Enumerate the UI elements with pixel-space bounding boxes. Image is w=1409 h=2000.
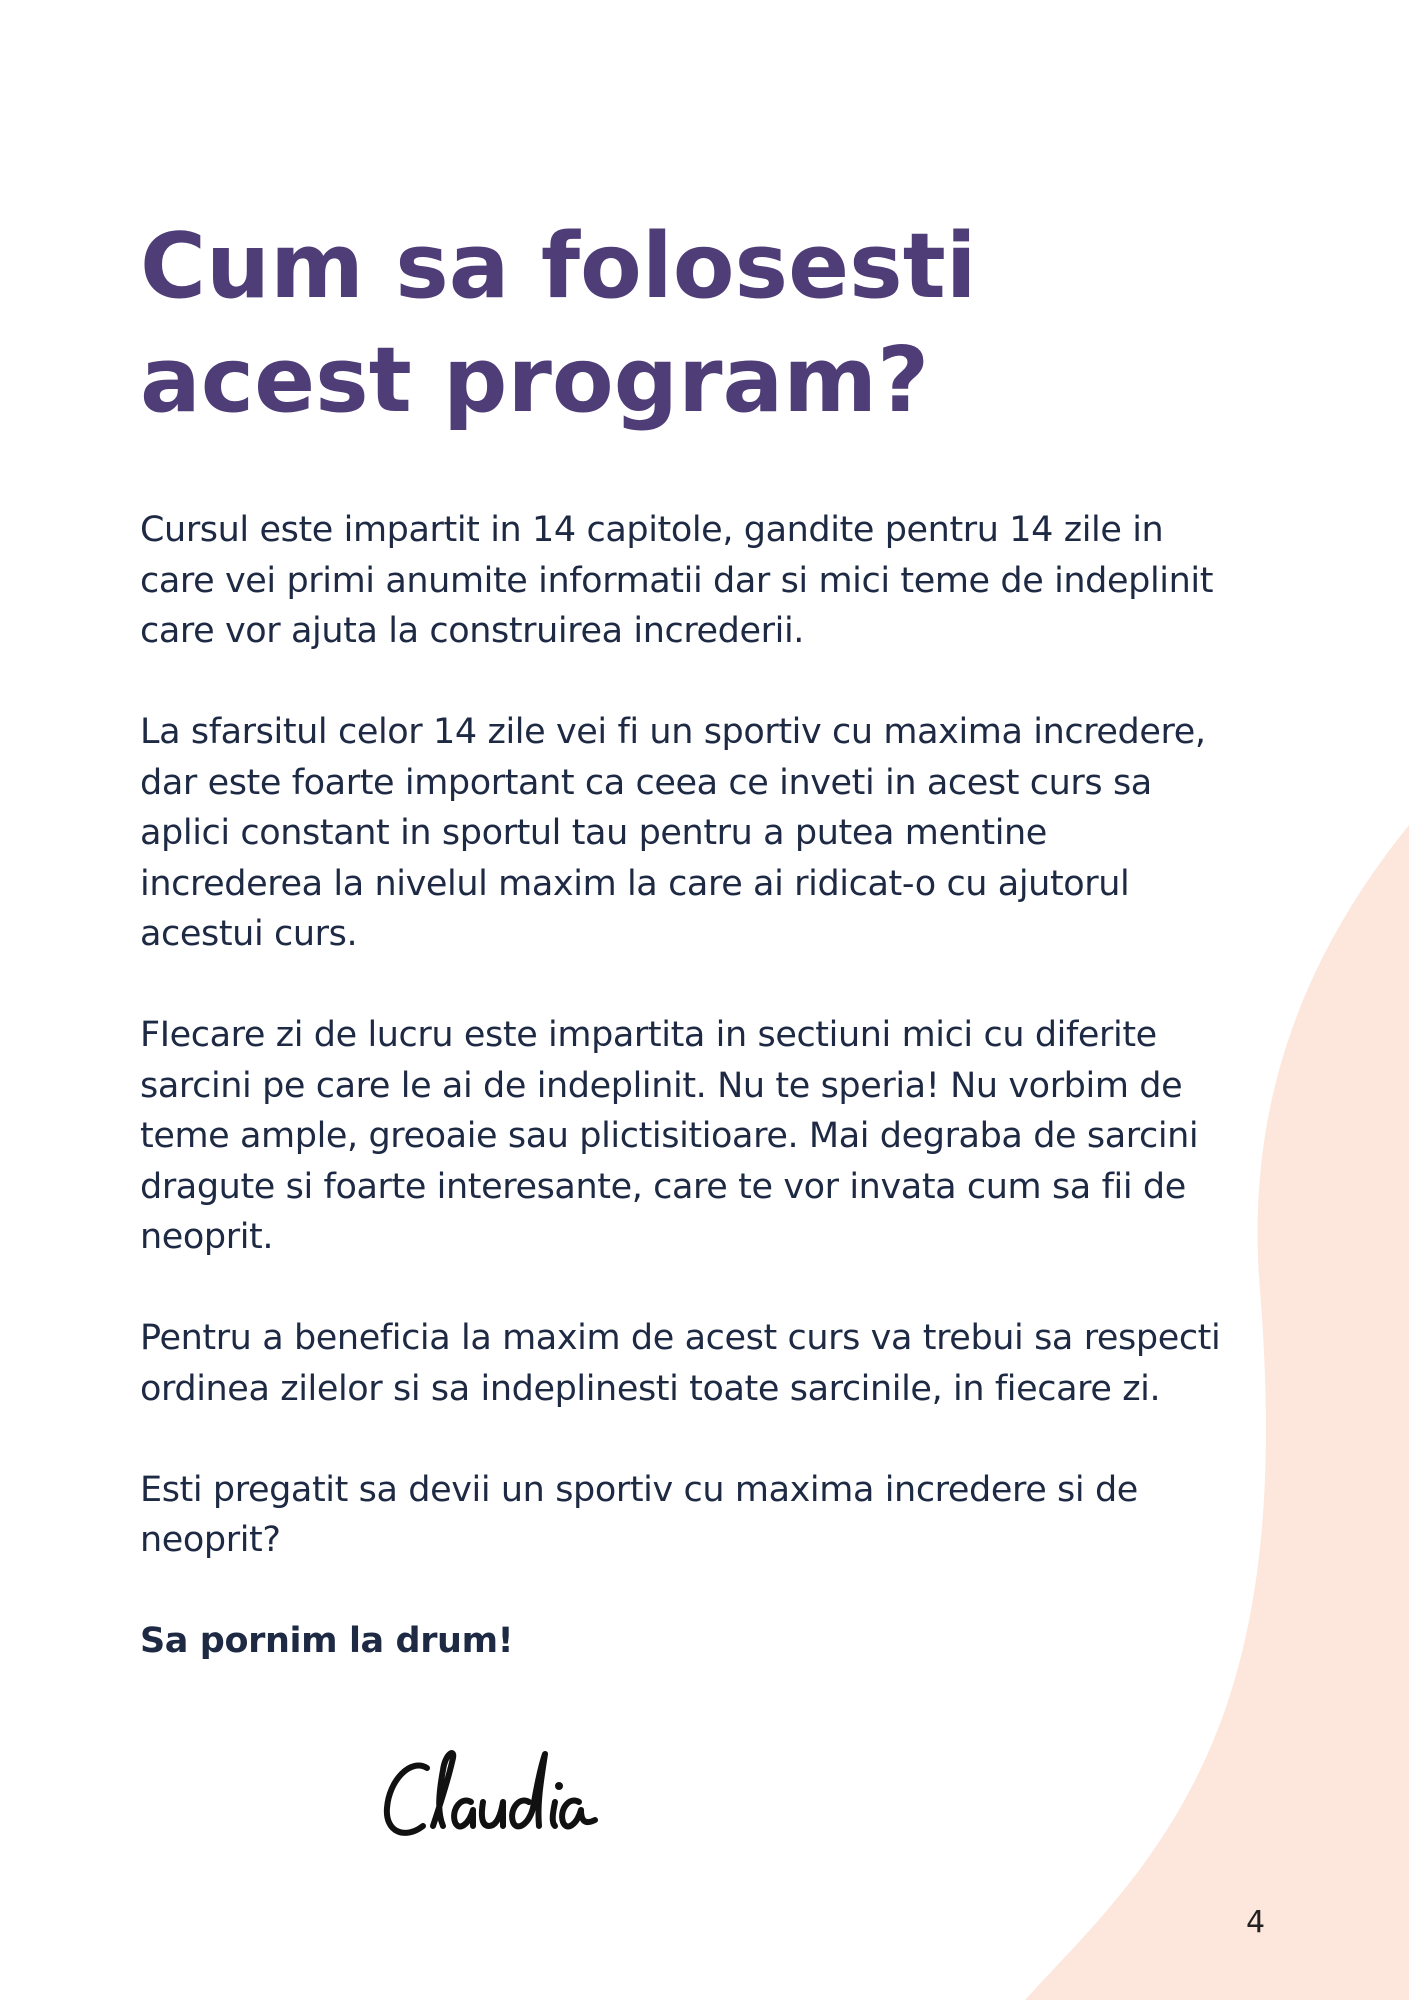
body-text bbox=[140, 505, 1230, 1717]
paragraph-5: Esti pregatit sa devii un sportiv cu maxima incredere si de neoprit? bbox=[140, 1469, 1138, 1560]
page-title bbox=[140, 210, 1240, 438]
paragraph-2: La sfarsitul celor 14 zile vei fi un sportiv cu maxima incredere, dar este foarte important ca ceea ce inveti in acest curs sa aplici constant in sportul tau pentru a putea mentine increderea la nivelul maxim la care ai ridicat-o cu ajutorul acestui curs. bbox=[140, 712, 1206, 954]
handwritten-signature bbox=[383, 1740, 623, 1850]
paragraph-1: Cursul este impartit in 14 capitole, gandite pentru 14 zile in care vei primi anumite informatii dar si mici teme de indeplinit care vor ajuta la construirea increderii. bbox=[140, 510, 1214, 651]
paragraph-3: FIecare zi de lucru este impartita in sectiuni mici cu diferite sarcini pe care le ai de indeplinit. Nu te speria! Nu vorbim de teme ample, greoaie sau plictisitioare. Mai degraba de sarcini dragute si foarte interesante, care te vor invata cum sa fii de neoprit. bbox=[140, 1015, 1199, 1257]
title-line-2: acest program? bbox=[140, 328, 930, 433]
page-number: 4 bbox=[1246, 1905, 1266, 1940]
closing-line: Sa pornim la drum! bbox=[140, 1621, 514, 1661]
title-line-1: Cum sa folosesti bbox=[140, 214, 977, 319]
paragraph-4: Pentru a beneficia la maxim de acest curs va trebui sa respecti ordinea zilelor si sa indeplinesti toate sarcinile, in fiecare zi. bbox=[140, 1318, 1221, 1409]
